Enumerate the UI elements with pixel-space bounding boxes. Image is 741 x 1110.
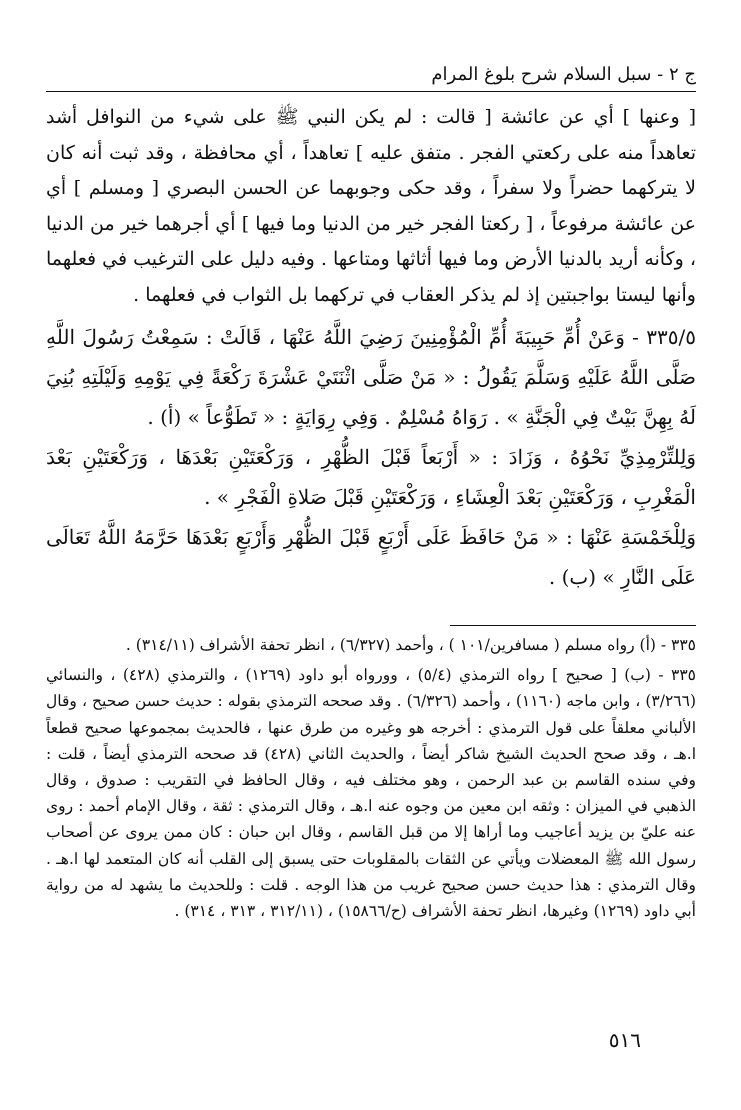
header-title: ج ٢ - سبل السلام شرح بلوغ المرام [431, 64, 696, 85]
footnotes [46, 632, 696, 928]
running-header [46, 58, 696, 92]
footnote-b: ٣٣٥ - (ب) [ صحيح ] رواه الترمذي (٥/٤) ، وورواه أبو داود (١٢٦٩) ، والترمذي (٤٢٨) ، والنسائي (٣/٢٦٦) ، وابن ماجه (١١٦٠) ، وأحمد (٦/٣٢٦) . وقد صححه الترمذي بقوله : حديث حسن صحيح ، وقال الألباني معلقاً على قول الترمذي : أخرجه هو وغيره من طرق عنها ، فالحديث بمجموعها صحيح قطعاً ا.هـ ، وقد صحح الحديث الشيخ شاكر أيضاً ، والحديث الثاني (٤٢٨) قد صححه الترمذي أيضاً ، قلت : وفي سنده القاسم بن عبد الرحمن ، وهو مختلف فيه ، وقال الحافظ في التقريب : صدوق ، وقال الذهبي في الميزان : وثقه ابن معين من وجوه عنه ا.هـ ، وقال الترمذي : ثقة ، وقال الإمام أحمد : روى عنه عليّ بن يزيد أعاجيب وما أراها إلا من قبل القاسم ، وقال ابن حبان : كان ممن يروى عن أصحاب رسول الله ﷺ المعضلات ويأتي عن الثقات بالمقلوبات حتى يسبق إلى القلب أنه كان المتعمد لها ا.هـ . وقال الترمذي : هذا حديث حسن صحيح غريب من هذا الوجه . قلت : وللحديث ما يشهد له من رواية أبي داود (١٢٦٩) وغيرها، انظر تحفة الأشراف (ح/١٥٨٦٦) ، (٣١٢/١١ ، ٣١٣ ، ٣١٤) . [46, 666, 697, 921]
header-rule [46, 91, 696, 92]
hadith-335: ٣٣٥/٥ - وَعَنْ أُمِّ حَبِيبَةَ أُمِّ الْمُؤْمِنِينَ رَضِيَ اللَّهُ عَنْهَا ، قَالَتْ : سَمِعْتُ رَسُولَ اللَّهِ صَلَّى اللَّهُ عَلَيْهِ وَسَلَّمَ يَقُولُ : « مَنْ صَلَّى اثْنَتَيْ عَشْرَةَ رَكْعَةً فِي يَوْمِهِ وَلَيْلَتِهِ بُنِيَ لَهُ بِهِنَّ بَيْتٌ فِي الْجَنَّةِ » . رَوَاهُ مُسْلِمٌ . وَفِي رِوَايَةٍ : « تَطَوُّعاً » (أ) . [46, 325, 696, 429]
commentary-paragraph: [ وعنها ] أي عن عائشة [ قالت : لم يكن النبي ﷺ على شيء من النوافل أشد تعاهداً منه على ركعتي الفجر . متفق عليه ] تعاهداً ، أي محافظة ، وقد ثبت أنه كان لا يتركهما حضراً ولا سفراً ، وقد حكى وجوبهما عن الحسن البصري [ ومسلم ] أي عن عائشة مرفوعاً ، [ ركعتا الفجر خير من الدنيا وما فيها ] أي أجرهما خير من الدنيا ، وكأنه أريد بالدنيا الأرض وما فيها أثاثها ومتاعها . وفيه دليل على الترغيب في فعلهما وأنها ليستا بواجبتين إذ لم يذكر العقاب في تركهما بل الثواب في فعلهما . [46, 106, 696, 306]
tirmidhi-narration: وَلِلتِّرْمِذِيِّ نَحْوُهُ ، وَزَادَ : « أَرْبَعاً قَبْلَ الظُّهْرِ ، وَرَكْعَتَيْنِ بَعْدَهَا ، وَرَكْعَتَيْنِ بَعْدَ الْمَغْرِبِ ، وَرَكْعَتَيْنِ بَعْدَ الْعِشَاءِ ، وَرَكْعَتَيْنِ قَبْلَ صَلاةِ الْفَجْرِ » . [46, 445, 696, 509]
footnote-a: ٣٣٥ - (أ) رواه مسلم ( مسافرين/١٠١ ) ، وأحمد (٦/٣٢٧) ، انظر تحفة الأشراف (٣١٤/١١) . [125, 636, 696, 654]
footnote-separator [450, 625, 696, 626]
khamsa-narration: وَلِلْخَمْسَةِ عَنْهَا : « مَنْ حَافَظَ عَلَى أَرْبَعٍ قَبْلَ الظُّهْرِ وَأَرْبَعٍ بَعْدَهَا حَرَّمَهُ اللَّهُ تَعَالَى عَلَى النَّارِ » (ب) . [46, 525, 696, 589]
main-text [46, 100, 696, 597]
page-number: ٥١٦ [608, 1028, 641, 1052]
